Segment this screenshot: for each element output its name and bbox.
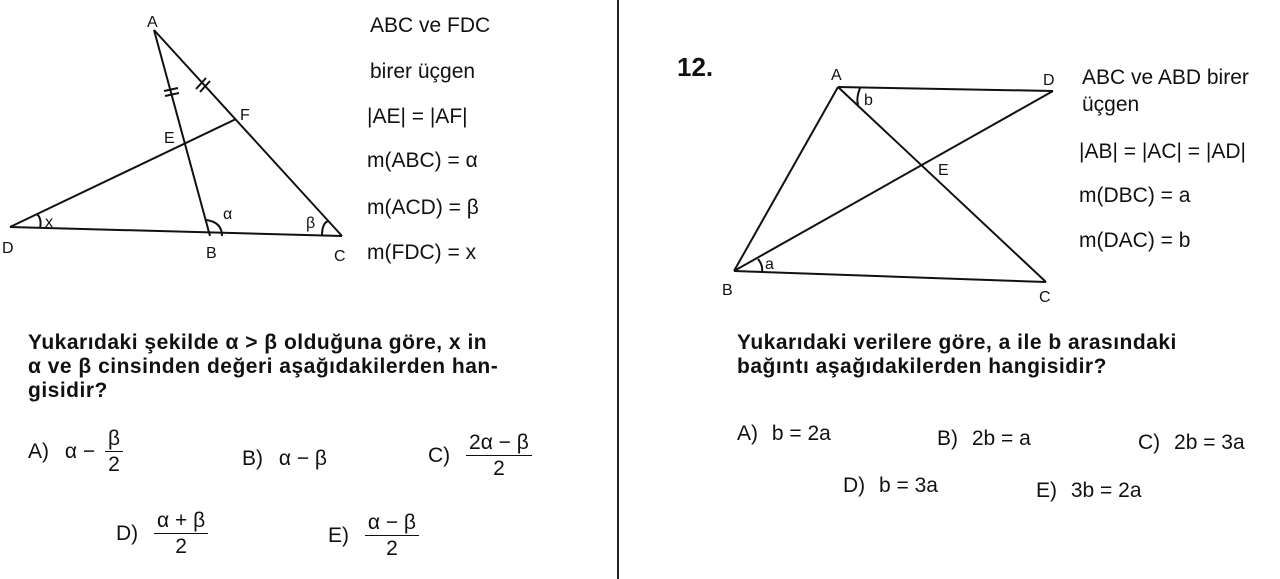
left-option-b[interactable] <box>242 447 327 471</box>
option-letter: D) <box>843 474 866 497</box>
right-option-d[interactable] <box>843 474 938 498</box>
right-given-5: m(DAC) = b <box>1079 229 1191 252</box>
left-given-3: |AE| = |AF| <box>367 105 468 128</box>
left-option-e[interactable] <box>328 512 419 561</box>
fraction-numerator: β <box>105 428 123 452</box>
left-option-d[interactable] <box>116 510 208 559</box>
option-text: 3b = 2a <box>1070 479 1142 502</box>
angle-label-a: a <box>765 256 774 273</box>
segment-AB <box>734 87 838 271</box>
angle-arc-a <box>758 259 762 272</box>
fraction-numerator: α − β <box>365 512 419 536</box>
right-option-e[interactable] <box>1036 479 1142 503</box>
option-text: 2b = 3a <box>1174 431 1245 454</box>
point-label-C: C <box>1039 289 1051 306</box>
point-label-B: B <box>722 282 733 299</box>
option-fraction <box>154 510 208 559</box>
point-label-E: E <box>164 130 175 147</box>
angle-label-b: b <box>864 92 873 109</box>
right-given-1: ABC ve ABD birer <box>1082 66 1249 89</box>
segment-AC <box>838 87 1046 282</box>
point-label-D: D <box>1043 72 1055 89</box>
option-text: 2b = a <box>971 427 1031 450</box>
option-letter: E) <box>328 524 349 548</box>
right-option-c[interactable] <box>1138 431 1245 455</box>
segment-AD <box>838 87 1053 91</box>
left-given-1: ABC ve FDC <box>370 14 491 37</box>
fraction-denominator: 2 <box>386 537 398 560</box>
left-question <box>28 331 568 403</box>
point-label-F: F <box>240 107 250 124</box>
right-given-3: |AB| = |AC| = |AD| <box>1079 140 1246 163</box>
point-label-E: E <box>938 162 949 179</box>
point-label-B: B <box>206 245 217 262</box>
right-given-2: üçgen <box>1082 93 1140 116</box>
right-question-line-1: Yukarıdaki verilere göre, a ile b arasındaki <box>737 331 1177 354</box>
option-letter: C) <box>428 444 451 468</box>
point-label-D: D <box>2 240 14 257</box>
left-option-a[interactable] <box>28 428 123 477</box>
option-letter: A) <box>737 422 758 445</box>
right-option-b[interactable] <box>937 427 1031 451</box>
option-fraction <box>365 512 419 561</box>
option-letter: A) <box>28 440 49 464</box>
angle-label-x: x <box>45 214 53 231</box>
left-given-2: birer üçgen <box>370 60 476 83</box>
option-text: b = 3a <box>879 474 938 497</box>
left-question-line-2: α ve β cinsinden değeri aşağıdakilerden han- <box>28 355 499 378</box>
option-text: α − β <box>278 447 327 470</box>
angle-arc-b <box>857 88 860 105</box>
right-question <box>737 331 1272 379</box>
left-given-4: m(ABC) = α <box>367 149 478 172</box>
right-question-line-2: bağıntı aşağıdakilerden hangisidir? <box>737 355 1107 378</box>
fraction-denominator: 2 <box>175 535 187 558</box>
left-question-line-3: gisidir? <box>28 379 108 402</box>
option-letter: C) <box>1138 431 1161 454</box>
left-question-line-1: Yukarıdaki şekilde α > β olduğuna göre, x in <box>28 331 488 354</box>
option-fraction <box>466 432 532 481</box>
option-letter: D) <box>116 522 139 546</box>
left-given-6: m(FDC) = x <box>367 241 477 264</box>
option-letter: E) <box>1036 479 1057 502</box>
option-letter: B) <box>242 447 263 470</box>
left-option-c[interactable] <box>428 432 532 481</box>
option-fraction <box>105 428 123 477</box>
option-text: b = 2a <box>771 422 831 445</box>
question-number: 12. <box>677 52 714 82</box>
right-given-4: m(DBC) = a <box>1079 184 1191 207</box>
fraction-denominator: 2 <box>493 457 505 480</box>
point-label-C: C <box>334 248 346 265</box>
fraction-numerator: 2α − β <box>466 432 532 456</box>
option-letter: B) <box>937 427 958 450</box>
segment-BC <box>734 271 1046 282</box>
fraction-denominator: 2 <box>108 453 120 476</box>
point-label-A: A <box>831 67 842 84</box>
right-option-a[interactable] <box>737 422 831 446</box>
fraction-numerator: α + β <box>154 510 208 534</box>
point-label-A: A <box>147 14 158 31</box>
angle-label-alpha: α <box>223 206 233 223</box>
option-prefix: α − <box>64 440 96 464</box>
left-given-5: m(ACD) = β <box>367 196 479 219</box>
angle-label-beta: β <box>306 215 316 232</box>
